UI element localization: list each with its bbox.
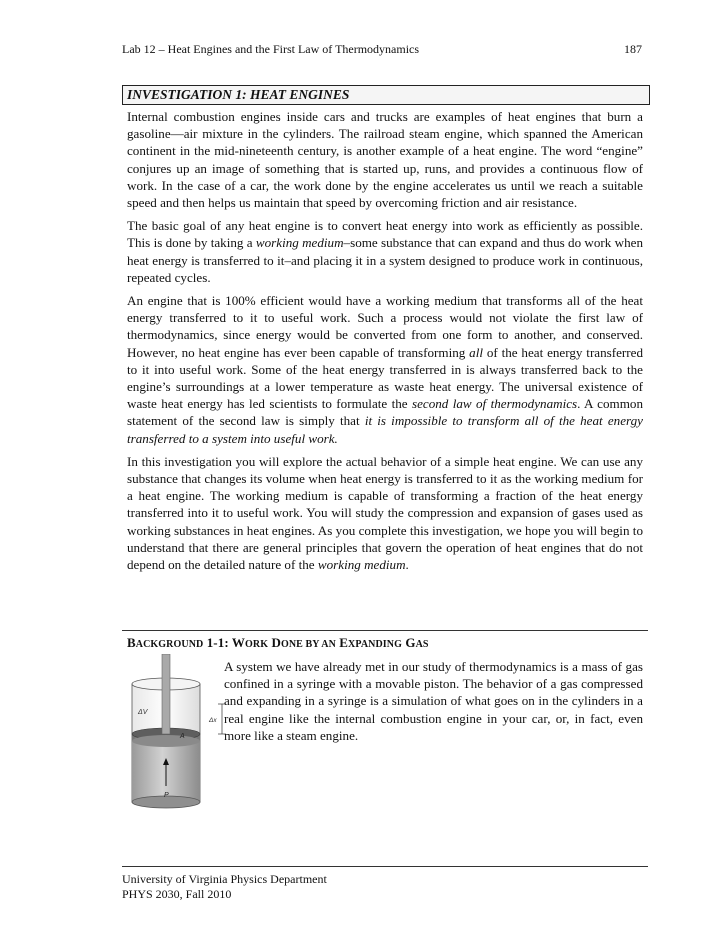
page-header xyxy=(122,42,642,57)
header-title: Lab 12 – Heat Engines and the First Law of Thermodynamics xyxy=(122,42,420,56)
footer-divider xyxy=(122,866,648,867)
delta-x-label: Δx xyxy=(209,717,217,724)
paragraph-3: An engine that is 100% efficient would have a working medium that transforms all of the heat energy transferred to it to useful work. Such a process would not violate the first law of thermodynamics, since energy would be converted from one form to another, and conserved. However, no heat engine has ever been capable of transforming all of the heat energy transferred to it into useful work. Some of the heat energy transferred in is always transferred back to the engine’s surroundings at a lower temperature as waste heat energy. The universal existence of waste heat energy has led scientists to formulate the second law of thermodynamics. A common statement of the second law is simply that it is impossible to transform all of the heat energy transferred to a system into useful work. xyxy=(127,293,644,446)
investigation-body xyxy=(127,108,643,579)
delta-v-label: ΔV xyxy=(138,709,148,716)
paragraph-4: In this investigation you will explore the actual behavior of a simple heat engine. We can use any substance that changes its volume when heat energy is transferred to it as the working medium for a heat engine. The working medium is capable of transforming a fraction of the heat energy transferred into it to useful work. You will study the compression and expansion of gases used as working substances in heat engines. As you complete this investigation, we hope you will begin to understand that there are general principles that govern the operation of heat engines that do not depend on the detailed nature of the working medium. xyxy=(127,453,643,573)
paragraph-2: The basic goal of any heat engine is to convert heat energy into work as efficiently as possible. This is done by taking a working medium–some substance that can expand and thus do work when heat energy is transferred to it–and placing it in a system designed to produce work in continuous, repeated cycles. xyxy=(127,218,643,285)
investigation-title-box xyxy=(122,85,650,105)
area-label: A xyxy=(180,733,185,740)
background-text: A system we have already met in our study of thermodynamics is a mass of gas confined in a syringe with a movable piston. The behavior of a gas compressed and expanding in a syringe is a simulation of what goes on in the cylinders in a real engine like the internal combustion engine in your car, or, in fact, even more like a steam engine. xyxy=(224,659,643,743)
paragraph-1: Internal combustion engines inside cars and trucks are examples of heat engines that burn a gasoline—air mixture in the cylinders. The railroad steam engine, which spanned the American continent in the mid-nineteenth century, is another example of a heat engine. The word “engine” conjures up an image of something that is started up, runs, and provides a continuous flow of work. In the case of a car, the work done by the engine accelerates us until we reach a suitable speed and then helps us maintain that speed by overcoming friction and air resistance. xyxy=(127,109,643,211)
section-divider xyxy=(122,630,648,631)
page-footer xyxy=(122,872,327,902)
footer-department: University of Virginia Physics Department xyxy=(122,872,327,886)
investigation-title: INVESTIGATION 1: HEAT ENGINES xyxy=(127,87,350,102)
syringe-figure xyxy=(126,654,236,814)
page-number: 187 xyxy=(624,42,642,56)
background-title: BACKGROUND 1-1: WORK DONE BY AN EXPANDING GAS xyxy=(127,635,429,650)
footer-course: PHYS 2030, Fall 2010 xyxy=(122,887,232,901)
pressure-label: P xyxy=(164,792,169,799)
piston-rod xyxy=(162,654,170,734)
